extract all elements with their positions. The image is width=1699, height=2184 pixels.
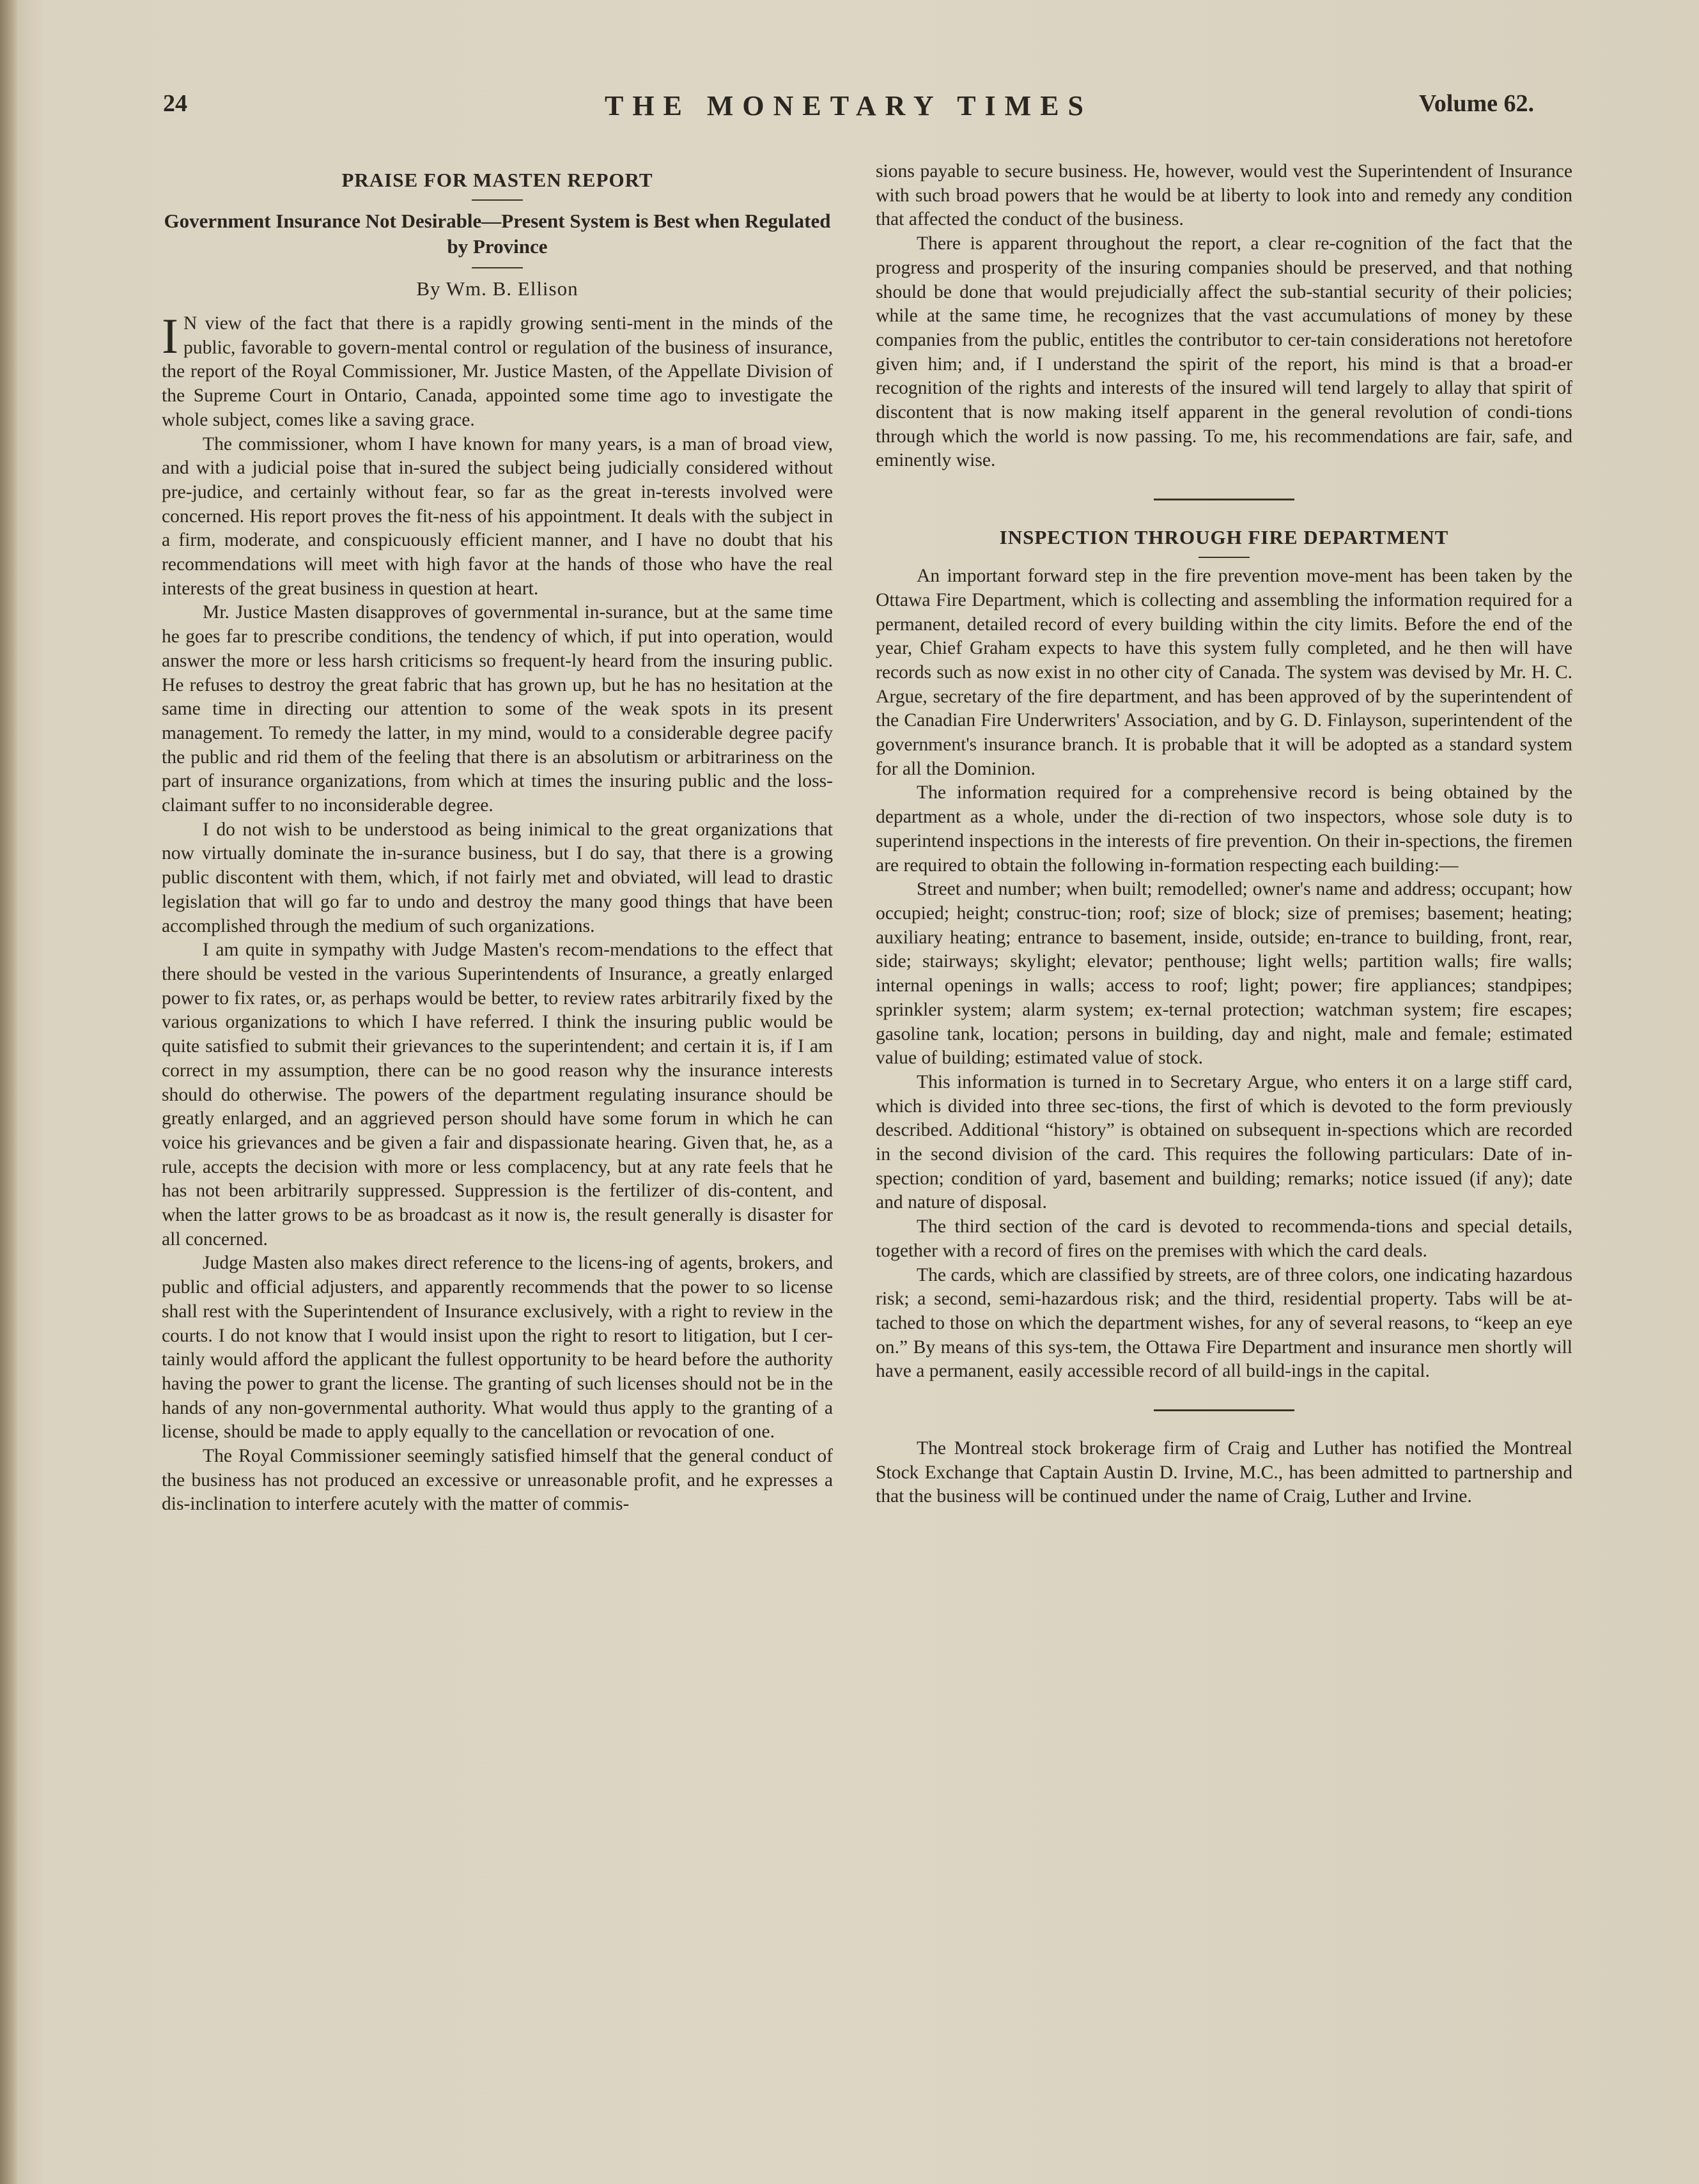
article-paragraph: Street and number; when built; remodelled; owner's name and address; occupant; how occupied; height; construc-tion; roof; size of block; size of premises; basement; heating; auxiliary heating; entrance to basement, inside, outside; en-trance to building, front, rear, side; stairways; skylight; elevator; penthouse; light wells; partition walls; fire walls; internal openings in walls; access to roof; light; power; fire appliances; standpipes; sprinkler system; alarm system; ex-ternal protection; watchman system; fire escapes; gasoline tank, location; persons in building, day and night, male and female; estimated value of building; estimated value of stock. — [876, 879, 1572, 1069]
article-paragraph: The commissioner, whom I have known for many years, is a man of broad view, and with a judicial poise that in-sured the subject being judicially considered without pre-judice, and certainly without fear, so far as the great in-terests involved were concerned. His report proves the fit-ness of his appointment. It deals with the subject in a firm, moderate, and conspicuously efficient manner, and I have no doubt that his recommendations will meet with high favor at the hands of those who have the real interests of the great business in question at heart. — [162, 433, 833, 599]
subtitle-rule — [472, 267, 523, 268]
article-paragraph: The Royal Commissioner seemingly satisfied himself that the general conduct of the business has not produced an excessive or unreasonable profit, and he expresses a dis-inclination to interfere acutely with the matter of commis- — [162, 1446, 833, 1515]
article-title: INSPECTION THROUGH FIRE DEPARTMENT — [999, 526, 1449, 549]
volume-label: Volume 62. — [1418, 90, 1534, 117]
byline: By Wm. B. Ellison — [416, 277, 578, 300]
right-column — [876, 160, 1572, 1509]
section-divider — [1154, 1409, 1294, 1411]
article-paragraph: The information required for a comprehensive record is being obtained by the department as a whole, under the di-rection of two inspectors, whose sole duty is to superintend inspections in the interests of fire prevention. On their in-spections, the firemen are required to obtain the following in-formation respecting each building:— — [876, 782, 1572, 876]
section-divider — [1154, 499, 1294, 500]
page-number: 24 — [163, 90, 187, 117]
article-continuation: There is apparent throughout the report, a clear re-cognition of the fact that the progress and prosperity of the insuring companies should be preserved, and that nothing should be done that would prejudicially affect the sub-stantial security of their policies; while at the same time, he recognizes that the vast accumulations of money by these companies from the public, entitles the contributor to cer-tain considerations not heretofore given him; and, if I understand the spirit of the report, his mind is that a broad-er recognition of the rights and interests of the insured will tend largely to allay that spirit of discontent that is now making itself apparent in the general revolution of condi-tions through which the world is now passing. To me, his recommendations are fair, safe, and eminently wise. — [876, 233, 1572, 471]
article-paragraph: Mr. Justice Masten disapproves of governmental in-surance, but at the same time he goes far to prescribe conditions, the tendency of which, if put into operation, would answer the more or less harsh criticisms so frequent-ly heard from the insuring public. He refuses to destroy the great fabric that has grown up, but he has no hesitation at the same time in directing our attention to some of the weak spots in its present management. To remedy the latter, in my mind, would to a considerable degree pacify the public and rid them of the feeling that there is an absolutism or arbitrariness on the part of insurance organizations, from which at times the insuring public and the loss-claimant suffer to no inconsiderable degree. — [162, 602, 833, 816]
article-paragraph: I am quite in sympathy with Judge Masten's recom-mendations to the effect that there should be vested in the various Superintendents of Insurance, a greatly enlarged power to fix rates, or, as perhaps would be better, to review rates arbitrarily fixed by the various organizations to which I have referred. I think the insuring public would be quite satisfied to submit their grievances to the superintendent; and certain it is, if I am correct in my assumption, there can be no good reason why the insurance interests should do otherwise. The powers of the department regulating insurance should be greatly enlarged, and an aggrieved person should have some forum in which he can voice his grievances and be given a fair and dispassionate hearing. Given that, he, as a rule, accepts the decision with more or less complacency, but at any rate feels that he has not been arbitrarily suppressed. Suppression is the fertilizer of dis-content, and when the latter grows to be as broadcast as it now is, the result generally is disaster for all concerned. — [162, 940, 833, 1250]
article-paragraph: Judge Masten also makes direct reference to the licens-ing of agents, brokers, and public and official adjusters, and apparently recommends that the power to so license shall rest with the Superintendent of Insurance exclusively, with a right to review in the courts. I do not know that I would insist upon the right to resort to litigation, but I cer-tainly would afford the applicant the fullest opportunity to be heard before the authority having the power to grant the license. The granting of such licenses should not be in the hands of any non-governmental authority. What would thus apply to the granting of a license, should be made to apply equally to the cancellation or revocation of one. — [162, 1253, 833, 1443]
article-paragraph: An important forward step in the fire prevention move-ment has been taken by the Ottawa Fire Department, which is collecting and assembling the information required for a permanent, detailed record of every building within the city limits. Before the end of the year, Chief Graham expects to have this system fully completed, and he then will have records such as now exist in no other city of Canada. The system was devised by Mr. H. C. Argue, secretary of the fire department, and has been approved of by the superintendent of the Canadian Fire Underwriters' Association, and by G. D. Finlayson, superintendent of the government's insurance branch. It is probable that it will be adopted as a standard system for all the Dominion. — [876, 566, 1572, 779]
article-continuation: sions payable to secure business. He, however, would vest the Superintendent of Insurance with such broad powers that he would be at liberty to look into and remedy any condition that affected the conduct of the business. — [876, 161, 1572, 230]
left-column — [162, 160, 833, 1517]
article-paragraph: This information is turned in to Secretary Argue, who enters it on a large stiff card, which is divided into three sec-tions, the first of which is devoted to the form previously described. Additional “history” is obtained on subsequent in-spections which are recorded in the second division of the card. This requires the following particulars: Date of in-spection; condition of yard, basement and building; remarks; notice issued (if any); date and nature of disposal. — [876, 1071, 1572, 1213]
article-paragraph: I N view of the fact that there is a rapidly growing senti-ment in the minds of the public, favorable to govern-mental control or regulation of the business of insurance, the report of the Royal Commissioner, Mr. Justice Masten, of the Appellate Division of the Supreme Court in Ontario, Canada, appointed some time ago to investigate the whole subject, comes like a saving grace. — [162, 308, 833, 430]
article-subtitle: Government Insurance Not Desirable—Present System is Best when Regulated by Province — [164, 210, 831, 258]
running-head — [163, 89, 1534, 128]
article-paragraph: The cards, which are classified by streets, are of three colors, one indicating hazardous risk; a second, semi-hazardous risk; and the third, residential property. Tabs will be at-tached to those on which the department wishes, for any of several reasons, to “keep an eye on.” By means of this sys-tem, the Ottawa Fire Department and insurance men shortly will have a permanent, easily accessible record of all build-ings in the capital. — [876, 1264, 1572, 1382]
journal-title: THE MONETARY TIMES — [604, 90, 1093, 121]
article-paragraph: I do not wish to be understood as being inimical to the great organizations that now virtually dominate the in-surance business, but I do say, that there is a growing public discontent with them, which, if not fairly met and obviated, will lead to drastic legislation that will go far to undo and destroy the many good things that have been accomplished through the medium of such organizations. — [162, 819, 833, 936]
binding-gutter — [0, 0, 18, 2184]
news-notice: The Montreal stock brokerage firm of Craig and Luther has notified the Montreal Stock Exchange that Captain Austin D. Irvine, M.C., has been admitted to partnership and that the business will be continued under the name of Craig, Luther and Irvine. — [876, 1438, 1572, 1507]
title-rule — [1199, 557, 1250, 558]
drop-cap: I — [162, 308, 178, 364]
title-rule — [472, 199, 523, 201]
article-paragraph: The third section of the card is devoted to recommenda-tions and special details, together with a record of fires on the premises with which the card deals. — [876, 1216, 1572, 1261]
article-title: PRAISE FOR MASTEN REPORT — [341, 169, 653, 191]
